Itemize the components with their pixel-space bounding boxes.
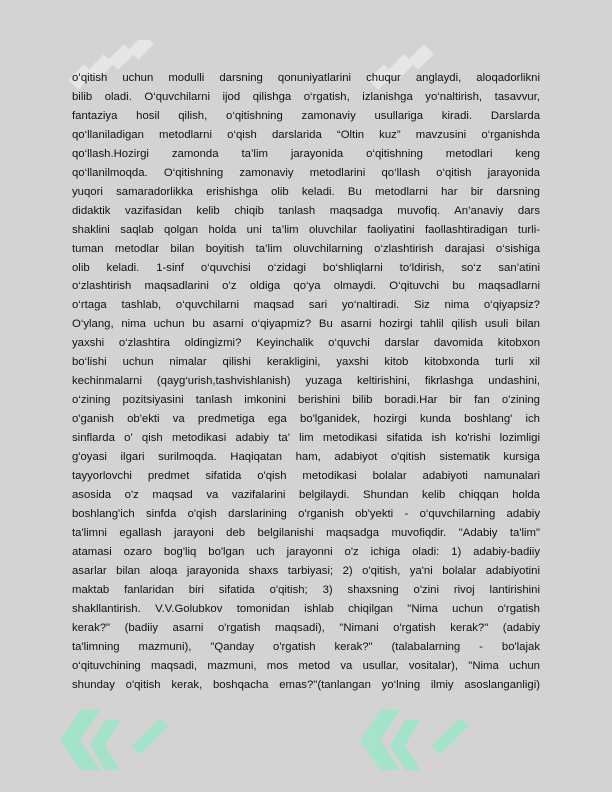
- watermark-logo: [360, 700, 510, 792]
- text-line: O‘ylang, nima uchun bu asarni o‘qiyapmiz? Bu asarni hozirgi tahlil qilish usuli bilan: [72, 318, 540, 331]
- text-line: tayyorlovchi predmet sifatida o'qish metodikasi bolalar adabiyoti namunalari: [72, 470, 540, 483]
- text-line: shakllantirish. V.V.Golubkov tomonidan ishlab chiqilgan "Nima uchun o'rgatish: [72, 602, 540, 615]
- watermark-logo-icon: [60, 700, 210, 792]
- text-line: qo‘llanilmoqda. O‘qitishning zamonaviy metodlarini qo‘llash o‘qitish jarayonida: [72, 166, 540, 179]
- text-line: didaktik vazifasidan kelib chiqib tanlash maqsadga muvofiq. An’anaviy dars: [72, 204, 540, 217]
- text-line: kechinmalarni (qayg‘urish,tashvishlanish) yuzaga keltirishini, fikrlashga undashini,: [72, 375, 540, 388]
- text-line: boshlang'ich sinfda o'qish darslarining o'rganish ob'yekti - o‘quvchilarning adabiy: [72, 507, 540, 520]
- text-line: ta'limning mazmuni), "Qanday o'rgatish kerak?" (talabalarning - bo'lajak: [72, 640, 540, 653]
- text-line: ta'limni egallash jarayoni deb belgilanishi maqsadga muvofiqdir. "Adabiy ta'lim": [72, 526, 540, 539]
- text-line: o‘rtaga tashlab, o‘quvchilarni maqsad sari yo‘naltiradi. Siz nima o‘qiyapsiz?: [72, 299, 540, 312]
- text-line: yuqori samaradorlikka erishishga olib keladi. Bu metodlarni har bir darsning: [72, 185, 540, 198]
- text-line: bo‘lishi uchun nimalar qilishi kerakligini, yaxshi kitob kitobxonda turli xil: [72, 356, 540, 369]
- text-line: sinflarda o' qish metodikasi adabiy ta' lim metodikasi sifatida ish ko'rishi lozimligi: [72, 432, 540, 445]
- text-line: o‘zlashtirish maqsadlarini o’z oldiga qo‘ya olmaydi. O‘qituvchi bu maqsadlarni: [72, 280, 540, 293]
- text-line: bilib oladi. O‘quvchilarni ijod qilishga o‘rgatish, izlanishga yo‘naltirish, tasavvur,: [72, 90, 540, 103]
- text-line: olib keladi. 1-sinf o‘quvchisi o‘zidagi bo‘shliqlarni to‘ldirish, so‘z san’atini: [72, 261, 540, 274]
- text-line: asosida o'z maqsad va vazifalarini belgilaydi. Shundan kelib chiqqan holda: [72, 488, 540, 501]
- text-line: maktab fanlaridan biri sifatida o'qitish; 3) shaxsning o'zini rivoj lantirishini: [72, 583, 540, 596]
- text-line: g'oyasi ilgari surilmoqda. Haqiqatan ham, adabiyot o'qitish sistematik kursiga: [72, 451, 540, 464]
- text-line: qo‘llaniladigan metodlarni o‘qish darslarida “Oltin kuz” mavzusini o‘rganishda: [72, 128, 540, 141]
- text-line: asarlar bilan aloqa jarayonida shaxs tarbiyasi; 2) o'qitish, ya'ni bolalar adabiyotini: [72, 564, 540, 577]
- watermark-logo: [60, 700, 210, 792]
- text-line: o‘zining pozitsiyasini tanlash imkonini berishini bilib boradi.Har bir fan o'zining: [72, 394, 540, 407]
- text-line: atamasi ozaro bog'liq bo'lgan uch jarayonni o'z ichiga oladi: 1) adabiy-badiiy: [72, 545, 540, 558]
- text-line: shaklini saqlab qolgan holda uni ta’lim oluvchilar faoliyatini faollashtiradigan turli-: [72, 223, 540, 236]
- body-paragraph: [72, 69, 540, 694]
- text-line: fantaziya hosil qilish, o‘qitishning zamonaviy usullariga kiradi. Darslarda: [72, 109, 540, 122]
- watermark-logo-icon: [360, 700, 510, 792]
- text-line: yaxshi o‘zlashtira oldingizmi? Keyinchalik o‘quvchi darslar davomida kitobxon: [72, 337, 540, 350]
- text-line: o'ganish ob'ekti va predmetiga ega bo'lganidek, hozirgi kunda boshlang' ich: [72, 413, 540, 426]
- text-line: kerak?" (badiiy asarni o'rgatish maqsadi), "Nimani o'rgatish kerak?" (adabiy: [72, 621, 540, 634]
- text-line: tuman metodlar bilan boyitish ta’lim oluvchilarning o‘zlashtirish darajasi o‘sishiga: [72, 242, 540, 255]
- text-line: o’qitish uchun modulli darsning qonuniyatlarini chuqur anglaydi, aloqadorlikni: [72, 72, 540, 84]
- text-line: o‘qituvchining maqsadi, mazmuni, mos metod va usullar, vositalar), "Nima uchun: [72, 659, 540, 672]
- text-line: shunday o'qitish kerak, boshqacha emas?"(tanlangan yo‘lning ilmiy asoslanganligi): [72, 678, 540, 691]
- text-line: qo‘llash.Hozirgi zamonda ta’lim jarayonida o‘qitishning metodlari keng: [72, 147, 540, 160]
